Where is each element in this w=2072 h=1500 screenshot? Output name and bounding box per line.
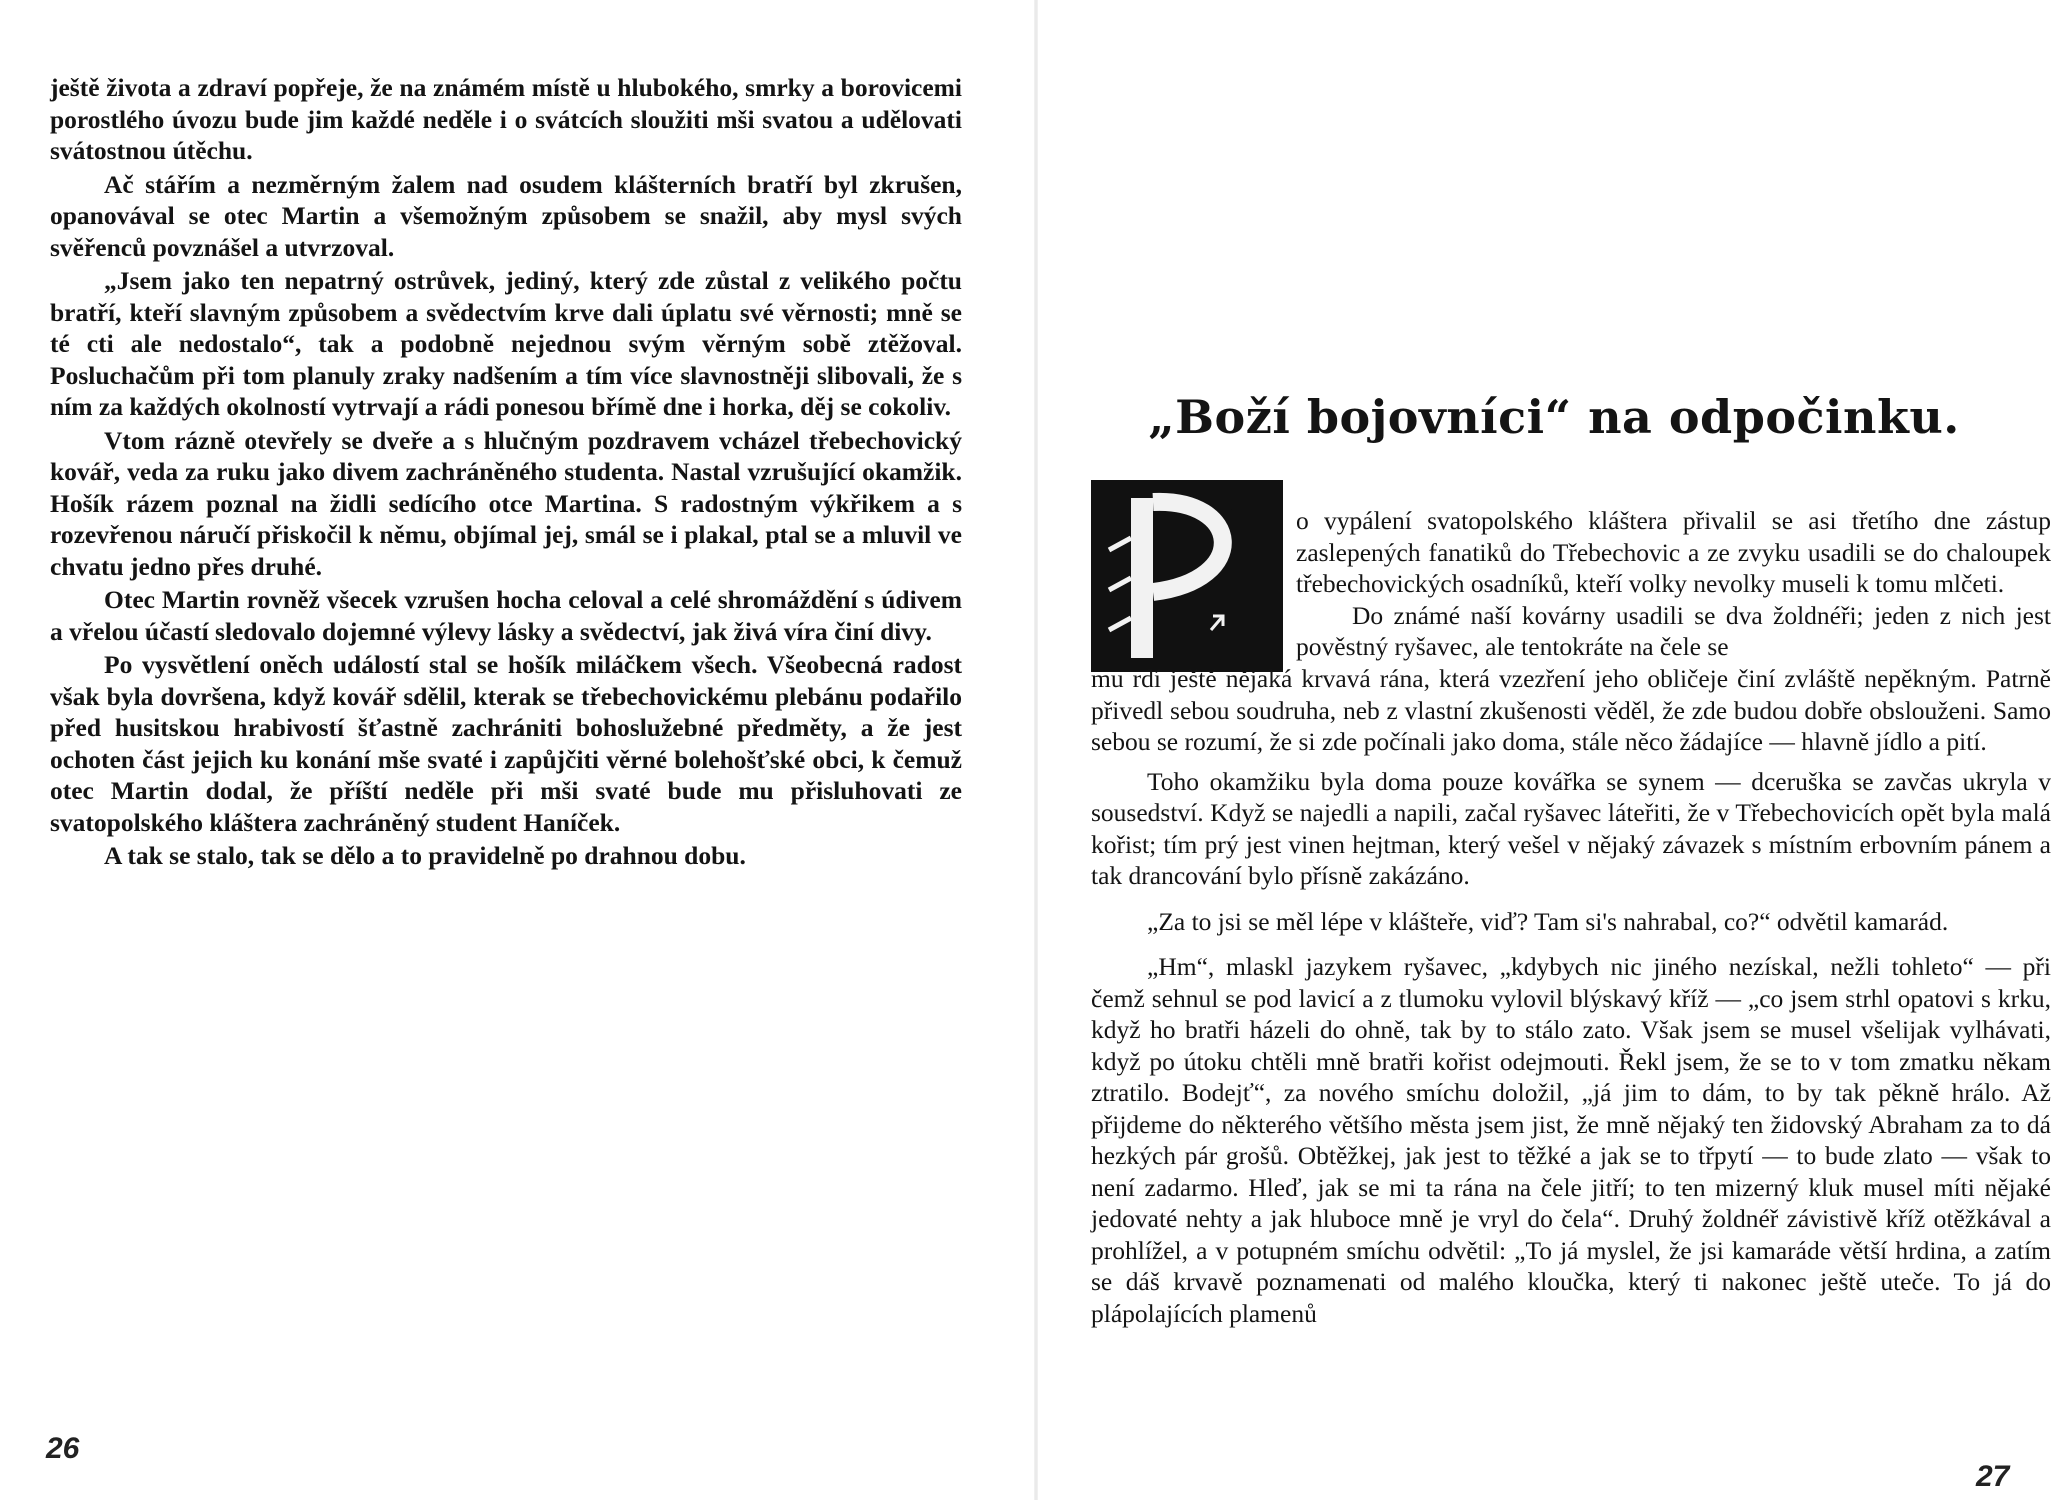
paragraph: Otec Martin rovněž všecek vzrušen hocha celoval a celé shromáždění s údivem a vřelou účastí sledovalo dojemné výlevy lásky a svědectví, jak živá víra činí divy. [50,585,962,646]
page-number-left: 26 [46,1432,80,1465]
paragraph: Toho okamžiku byla doma pouze kovářka se synem — dceruška se zavčas ukryla v sousedství. Když se najedli a napili, začal ryšavec láteřiti, že v Třebechovicích opět byla malá kořist; tím prý jest vinen hejtman, který vešel v nějaký závazek s místním erbovním pánem a tak drancování bylo přísně zakázáno. [1091,766,2051,890]
initial-letter-p-icon [1091,480,1283,672]
opening-paragraph: Do známé naší kovárny usadili se dva žoldnéři; jeden z nich jest pověstný ryšavec, ale tentokráte na čele se [1296,600,2051,661]
paragraph: „Jsem jako ten nepatrný ostrůvek, jediný, který zde zůstal z velikého počtu bratří, kteří slavným způsobem a svědectvím krve dali úplatu své věrnosti; mně se té cti ale nedostalo“, tak a podobně nejednou svým věrným sobě ztěžoval. Posluchačům při tom planuly zraky nadšením a tím více slavnostněji slibovali, že s ním za každých okolností vytrvají a rádi ponesou břímě dne i horka, děj se cokoliv. [50,266,962,421]
paragraph: „Za to jsi se měl lépe v klášteře, viď? Tam si's nahrabal, co?“ odvětil kamarád. [1147,906,1949,936]
opening-paragraph: o vypálení svatopolského kláštera přivalil se asi třetího dne zástup zaslepených fanatiků do Třebechovic a ze zvyku usadili se do chaloupek třebechovických osadníků, kteří volky nevolky museli k tomu mlčeti. [1296,506,2051,598]
decorative-initial [1091,480,1283,672]
paragraph: „Hm“, mlaskl jazykem ryšavec, „kdybych nic jiného nezískal, nežli tohleto“ — při čemž sehnul se pod lavicí a z tlumoku vylovil blýskavý kříž — „co jsem strhl opatovi s krku, když ho bratři házeli do ohně, tak by to stálo zato. Však jsem se musel všelijak vylhávati, když po útoku chtěli mně bratři kořist odejmouti. Řekl jsem, že se to v tom zmatku někam ztratilo. Bodejť“, za nového smíchu doložil, „já jim to dám, to by tak pěkně hrálo. Až přijdeme do některého většího města jsem jist, že mně nějaký ten židovský Abraham za to dá hezkých pár grošů. Obtěžkej, jak jest to těžké a jak se to třpytí — to bude zlato — však to není zadarmo. Hleď, jak se mi ta rána na čele jitří; to ten mizerný kluk musel míti nějaké jedovaté nehty a jak hluboce mně je vryl do čela“. Druhý žoldnéř závistivě kříž otěžkával a prohlížel, a v potupném smíchu odvětil: „To já myslel, že jsi kamaráde větší hrdina, a zatím se dáš krvavě poznamenati od malého kloučka, který ti nakonec ještě uteče. To já do plápolajících plamenů [1091,952,2051,1328]
paragraph: ještě života a zdraví popřeje, že na známém místě u hlubokého, smrky a borovicemi porostlého úvozu bude jim každé neděle i o svátcích sloužiti mši svatou a udělovati svátostnou útěchu. [50,73,962,165]
paragraph: Po vysvětlení oněch událostí stal se hošík miláčkem všech. Všeobecná radost však byla dovršena, když kovář sdělil, kterak se třebechovickému plebánu podařilo před husitskou hrabivostí šťastně zachrániti bohoslužebné předměty, a že jest ochoten část jejich ku konání mše svaté i zapůjčiti věrné bolehošťské obci, k čemuž otec Martin dodal, že příští neděle při mši svaté bude mu přisluhovati ze svatopolského kláštera zachráněný student Haníček. [50,650,962,837]
initial-letter: P [1231,510,1232,511]
right-page [1036,0,2072,1500]
page-number-right: 27 [1976,1460,2010,1493]
paragraph: mu rdí ještě nějaká krvavá rána, která vzezření jeho obličeje činí zvláště nepěkným. Patrně přivedl sebou soudruha, neb z vlastní zkušenosti věděl, že zde budou dobře obslouženi. Samo sebou se rozumí, že si zde počínali jako doma, stále něco žádajíce — hlavně jídlo a pití. [1091,664,2051,756]
paragraph: Ač stářím a nezměrným žalem nad osudem klášterních bratří byl zkrušen, opanovával se otec Martin a všemožným způsobem se snažil, aby mysl svých svěřenců povznášel a utvrzoval. [50,169,962,262]
opening-text [1296,505,2051,663]
right-page-text [1091,663,2051,1343]
paragraph: Vtom rázně otevřely se dveře a s hlučným pozdravem vcházel třebechovický kovář, veda za ruku jako divem zachráněného studenta. Nastal vzrušující okamžik. Hošík rázem poznal na židli sedícího otce Martina. S radostným výkřikem a s rozevřenou náručí přiskočil k němu, objímal jej, smál se i plakal, ptal se a mluvil ve chvatu jedno přes druhé. [50,425,962,581]
left-page-text [50,72,962,874]
chapter-heading: „Boží bojovníci“ na odpočinku. [1148,390,1960,444]
paragraph: A tak se stalo, tak se dělo a to pravidelně po drahnou dobu. [104,841,746,870]
